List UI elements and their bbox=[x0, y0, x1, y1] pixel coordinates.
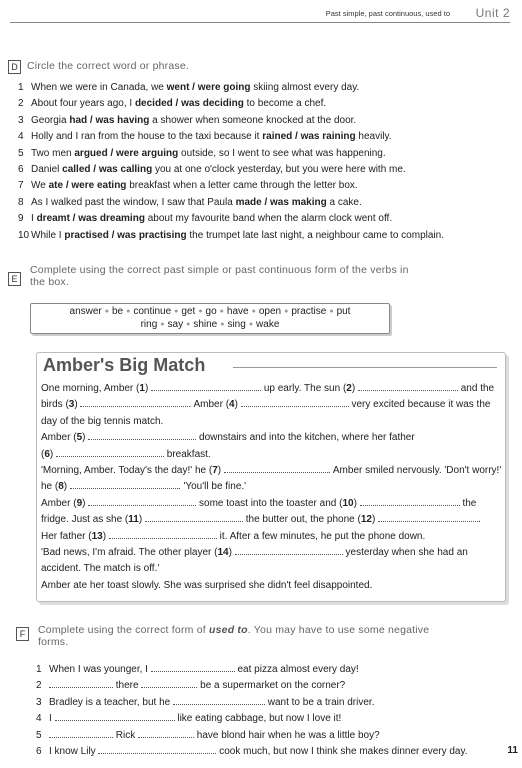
list-item: 8 As I walked past the window, I saw that Paula made / was making a cake. bbox=[18, 196, 362, 208]
story-line: 'Morning, Amber. Today's the day!' he (7) . Amber smiled nervously. 'Don't worry!' bbox=[41, 465, 502, 477]
story-panel bbox=[36, 352, 506, 602]
choice-phrase[interactable]: called / was calling bbox=[62, 163, 153, 175]
answer-blank[interactable] bbox=[241, 397, 349, 407]
answer-blank[interactable] bbox=[49, 678, 113, 688]
choice-phrase[interactable]: argued / were arguing bbox=[74, 147, 179, 159]
list-item: 6 Daniel called / was calling you at one o'clock yesterday, but you were here with me. bbox=[18, 163, 406, 175]
answer-blank[interactable] bbox=[360, 496, 460, 506]
story-title: Amber's Big Match bbox=[43, 355, 206, 375]
story-line: Amber (9) some toast into the toaster and (10) the bbox=[41, 497, 477, 509]
story-line: Amber (5) downstairs and into the kitchen, where her father bbox=[41, 432, 415, 444]
list-item: 3 Bradley is a teacher, but he want to be a train driver. bbox=[36, 696, 375, 708]
answer-blank[interactable] bbox=[109, 529, 217, 539]
section-e-instruction: Complete using the correct past simple or past continuous form of the verbs in the box. bbox=[30, 264, 409, 288]
answer-blank[interactable] bbox=[138, 728, 194, 738]
choice-phrase[interactable]: dreamt / was dreaming bbox=[36, 213, 145, 225]
list-item: 4 Holly and I ran from the house to the taxi because it rained / was raining heavily. bbox=[18, 131, 392, 143]
section-f-badge: F bbox=[16, 627, 29, 641]
story-text bbox=[41, 381, 502, 594]
answer-blank[interactable] bbox=[151, 381, 261, 391]
story-line: (6) breakfast. bbox=[41, 448, 211, 460]
list-item: 7 We ate / were eating breakfast when a letter came through the letter box. bbox=[18, 180, 358, 192]
word-box bbox=[30, 303, 390, 334]
choice-phrase[interactable]: practised / was practising bbox=[64, 229, 187, 241]
list-item: 3 Georgia had / was having a shower when someone knocked at the door. bbox=[18, 114, 357, 126]
answer-blank[interactable] bbox=[88, 496, 196, 506]
answer-blank[interactable] bbox=[141, 678, 197, 688]
answer-blank[interactable] bbox=[151, 662, 235, 672]
story-line: Her father (13) it. After a few minutes, he put the phone down. bbox=[41, 530, 426, 542]
answer-blank[interactable] bbox=[88, 430, 196, 440]
story-line: 'Bad news, I'm afraid. The other player (14) yesterday when she had an bbox=[41, 547, 468, 559]
story-line: Amber ate her toast slowly. She was surprised she didn't feel disappointed. bbox=[41, 579, 373, 591]
list-item: 5 Rick have blond hair when he was a little boy? bbox=[36, 729, 380, 741]
header-topic: Past simple, past continuous, used to bbox=[325, 9, 450, 18]
answer-blank[interactable] bbox=[235, 545, 343, 555]
list-item: 2 About four years ago, I decided / was deciding to become a chef. bbox=[18, 98, 327, 110]
choice-phrase[interactable]: had / was having bbox=[69, 114, 150, 126]
choice-phrase[interactable]: decided / was deciding bbox=[134, 98, 244, 110]
story-line: birds (3) . Amber (4) very excited because it was the bbox=[41, 399, 491, 411]
choice-phrase[interactable]: went / were going bbox=[166, 82, 251, 93]
answer-blank[interactable] bbox=[56, 447, 164, 457]
section-f-list bbox=[36, 662, 468, 760]
list-item: 6 I know Lily cook much, but now I think she makes dinner every day. bbox=[36, 745, 468, 757]
story-line: he (8) . 'You'll be fine.' bbox=[41, 481, 247, 493]
answer-blank[interactable] bbox=[49, 728, 113, 738]
answer-blank[interactable] bbox=[224, 463, 328, 473]
list-item: 4 I like eating cabbage, but now I love it! bbox=[36, 713, 342, 725]
section-f-instruction: Complete using the correct form of used to. You may have to use some negative forms. bbox=[38, 624, 430, 648]
page-header bbox=[10, 6, 510, 23]
answer-blank[interactable] bbox=[80, 397, 188, 407]
choice-phrase[interactable]: ate / were eating bbox=[48, 180, 127, 192]
header-unit: Unit 2 bbox=[475, 6, 510, 20]
section-d-instruction: Circle the correct word or phrase. bbox=[27, 60, 190, 72]
title-rule bbox=[233, 367, 497, 368]
choice-phrase[interactable]: rained / was raining bbox=[262, 131, 356, 143]
answer-blank[interactable] bbox=[70, 479, 178, 489]
answer-blank[interactable] bbox=[98, 744, 216, 754]
story-line: One morning, Amber (1) up early. The sun (2) and the bbox=[41, 383, 495, 394]
answer-blank[interactable] bbox=[358, 381, 458, 391]
section-d-badge: D bbox=[8, 60, 21, 74]
list-item: 1 When we were in Canada, we went / were going skiing almost every day. bbox=[18, 82, 360, 93]
story-line: day of the big tennis match. bbox=[41, 415, 164, 427]
answer-blank[interactable] bbox=[55, 711, 175, 721]
list-item: 1 When I was younger, I eat pizza almost every day! bbox=[36, 664, 359, 675]
word-box-row-2: ring ● say ● shine ● sing ● wake bbox=[140, 319, 280, 331]
story-line: fridge. Just as she (11) the butter out, the phone (12) . bbox=[41, 514, 481, 526]
answer-blank[interactable] bbox=[378, 512, 478, 522]
story-line: accident. The match is off.' bbox=[41, 563, 160, 575]
list-item: 5 Two men argued / were arguing outside, so I went to see what was happening. bbox=[18, 147, 386, 159]
section-e-badge: E bbox=[8, 272, 21, 286]
list-item: 2 there be a supermarket on the corner? bbox=[36, 680, 346, 692]
page-number: 11 bbox=[507, 745, 518, 756]
choice-phrase[interactable]: made / was making bbox=[235, 196, 327, 208]
answer-blank[interactable] bbox=[173, 695, 265, 705]
answer-blank[interactable] bbox=[145, 512, 243, 522]
list-item: 9 I dreamt / was dreaming about my favourite band when the alarm clock went off. bbox=[18, 213, 393, 225]
word-box-row-1: answer ● be ● continue ● get ● go ● have ● open ● practise ● put bbox=[69, 306, 351, 318]
section-d-list bbox=[18, 80, 444, 244]
list-item: 10 While I practised / was practising the trumpet late last night, a neighbour came to complain. bbox=[18, 229, 444, 241]
